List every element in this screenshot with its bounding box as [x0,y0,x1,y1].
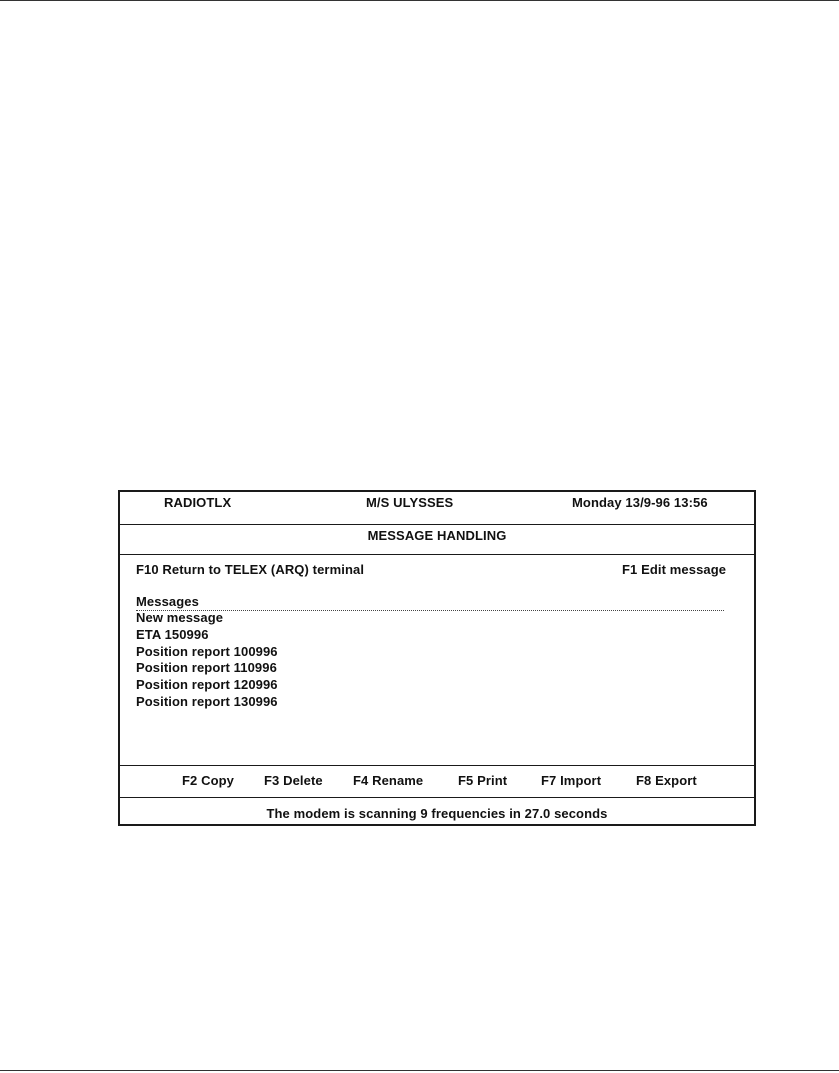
export-key[interactable]: F8 Export [636,773,697,788]
edit-message-command[interactable]: F1 Edit message [622,562,727,577]
list-item[interactable]: ETA 150996 [136,626,209,642]
import-key[interactable]: F7 Import [541,773,602,788]
page-top-rule [0,0,839,1]
list-item[interactable]: Position report 130996 [136,693,278,709]
return-to-telex-command[interactable]: F10 Return to TELEX (ARQ) terminal [136,562,365,577]
vessel-name: M/S ULYSSES [366,495,454,510]
date-time: Monday 13/9-96 13:56 [572,495,708,510]
app-name: RADIOTLX [164,495,232,510]
title-divider [120,554,754,555]
header-divider [120,524,754,525]
print-key[interactable]: F5 Print [458,773,508,788]
page-bottom-rule [0,1070,839,1071]
status-divider [120,797,754,798]
status-line: The modem is scanning 9 frequencies in 27.0 seconds [266,806,608,821]
delete-key[interactable]: F3 Delete [264,773,323,788]
list-item[interactable]: Position report 110996 [136,660,277,676]
list-item[interactable]: Position report 120996 [136,677,278,693]
message-list [136,610,278,711]
list-item[interactable]: Position report 100996 [136,643,278,659]
copy-key[interactable]: F2 Copy [182,773,234,788]
list-item[interactable]: New message [136,610,224,625]
messages-heading: Messages [136,594,199,609]
rename-key[interactable]: F4 Rename [353,773,424,788]
function-bar-divider [120,765,754,766]
radiotlx-screen [118,490,756,826]
screen-title: MESSAGE HANDLING [367,528,507,543]
